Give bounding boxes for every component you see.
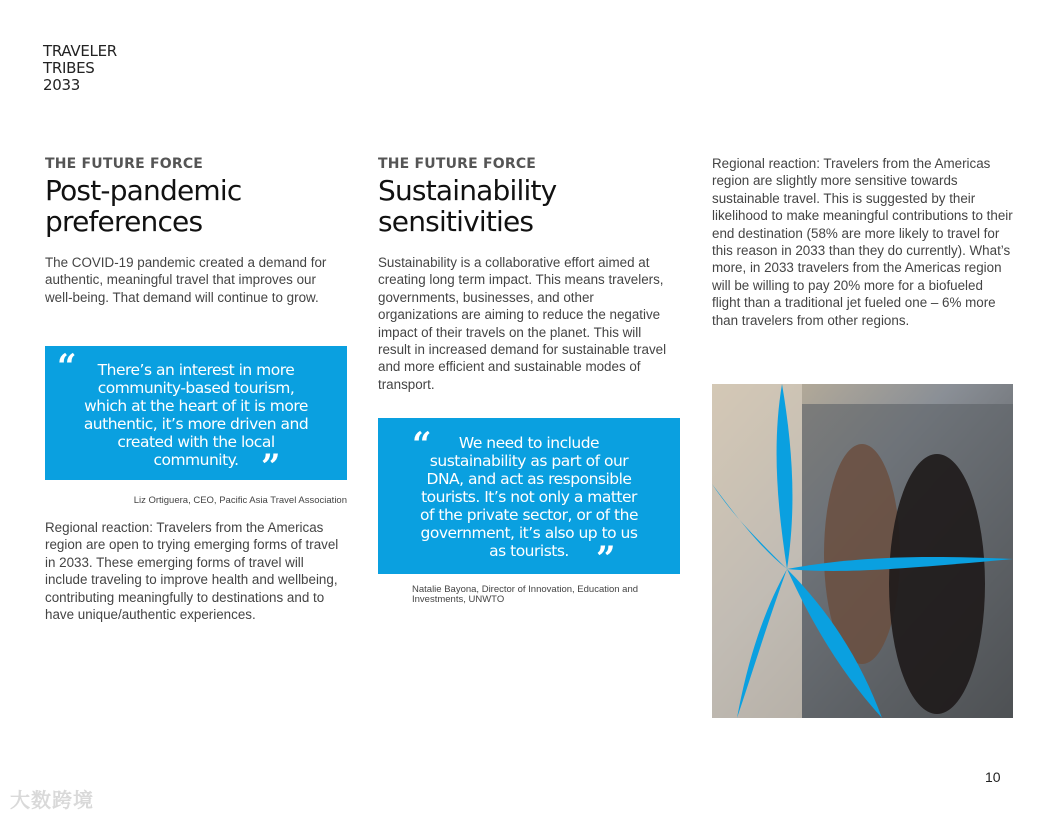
brand-line: TRAVELER — [43, 42, 117, 60]
brand-line: 2033 — [43, 76, 80, 94]
travelers-photo — [712, 384, 1013, 718]
section-title — [378, 175, 678, 237]
brand-line: TRIBES — [43, 59, 95, 77]
regional-reaction: Regional reaction: Travelers from the Americas region are slightly more sensitive towards sustainable travel. This is suggested by their likelihood to make meaningful contributions to their end destination (58% are more likely to travel for this reason in 2033 than they do currently). What’s more, in 2033 travelers from the Americas region will be willing to pay 20% more for a biofueled flight than a traditional jet fueled one – 6% more than travelers from other regions. — [712, 156, 1013, 328]
open-quote-icon: “ — [57, 347, 77, 387]
pull-quote — [378, 418, 680, 579]
regional-reaction: Regional reaction: Travelers from the Americas region are open to trying emerging forms of travel in 2033. These emerging forms of travel will include traveling to improve health and wellbeing, contributing meaningfully to destinations and to have unique/authentic experiences. — [45, 520, 339, 623]
brand-logo — [43, 43, 117, 94]
open-quote-icon: “ — [412, 425, 432, 465]
intro-paragraph: The COVID-19 pandemic created a demand for authentic, meaningful travel that improves our well-being. That demand will continue to grow. — [45, 255, 327, 305]
title-line: sensitivities — [378, 205, 534, 238]
watermark: 大数跨境 — [10, 790, 94, 812]
close-quote-icon: ” — [596, 539, 616, 579]
intro-paragraph: Sustainability is a collaborative effort aimed at creating long term impact. This means travelers, governments, businesses, and other organizations are aiming to reduce the negative impact of their travels on the planet. This will result in increased demand for sustainable travel and more efficient and sustainable modes of transport. — [378, 255, 667, 392]
column-post-pandemic — [45, 156, 345, 306]
column-sustainability — [378, 156, 678, 393]
section-title — [45, 175, 345, 237]
quote-text: We need to include sustainability as part of our DNA, and act as responsible tourists. It’s not only a matter of the private sector, or of the government, it’s also up to us as tourists. — [420, 434, 638, 560]
title-line: Sustainability — [378, 174, 557, 207]
close-quote-icon: ” — [261, 447, 281, 487]
section-kicker: THE FUTURE FORCE — [45, 156, 204, 172]
quote-attribution: Natalie Bayona, Director of Innovation, Education and Investments, UNWTO — [412, 584, 639, 605]
quote-text: There’s an interest in more community-based tourism, which at the heart of it is more authentic, it’s more driven and created with the local community. — [83, 361, 309, 469]
title-line: Post-pandemic — [45, 174, 242, 207]
title-line: preferences — [45, 205, 203, 238]
section-kicker: THE FUTURE FORCE — [378, 156, 537, 172]
page-number: 10 — [985, 769, 1001, 785]
pull-quote — [45, 346, 347, 487]
quote-attribution: Liz Ortiguera, CEO, Pacific Asia Travel Association — [133, 495, 347, 506]
